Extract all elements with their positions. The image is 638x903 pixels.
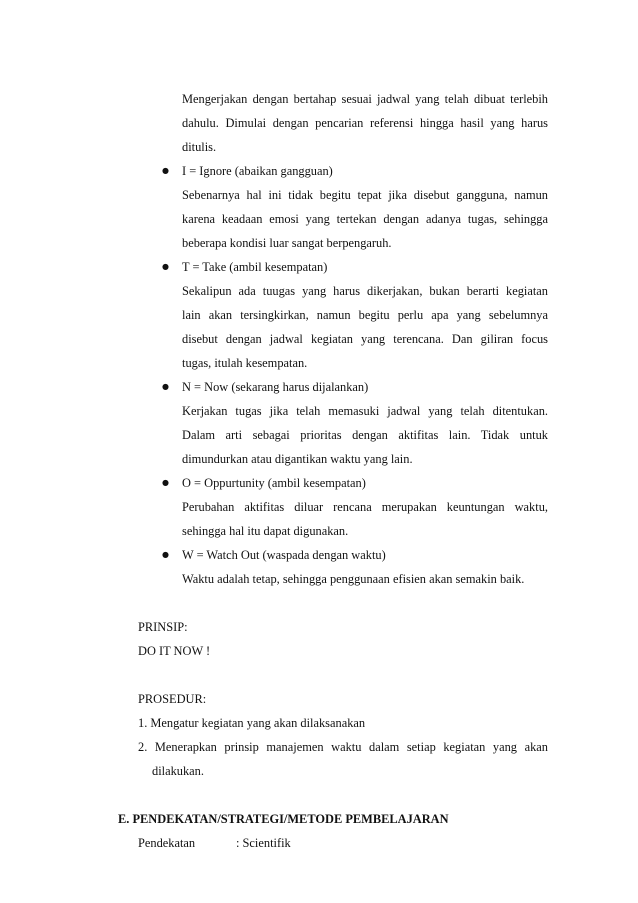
bullet-icon: ● xyxy=(162,262,169,271)
item-watchout-line-1: Waktu adalah tetap, sehingga penggunaan efisien akan semakin baik. xyxy=(182,572,525,586)
item-opportunity-title: O = Oppurtunity (ambil kesempatan) xyxy=(182,476,366,490)
item-take-title: T = Take (ambil kesempatan) xyxy=(182,260,328,274)
item-ignore-title: I = Ignore (abaikan gangguan) xyxy=(182,164,333,178)
item-take-line-3: disebut dengan jadwal kegiatan yang terencana. Dan giliran focus xyxy=(182,332,548,346)
prosedur-step-2-cont: dilakukan. xyxy=(152,764,204,778)
pendekatan-label: Pendekatan xyxy=(138,836,196,850)
bullet-icon: ● xyxy=(162,166,169,175)
bullet-icon: ● xyxy=(162,382,169,391)
item-opportunity-line-2: sehingga hal itu dapat digunakan. xyxy=(182,524,349,538)
item-opportunity-line-1: Perubahan aktifitas diluar rencana merupakan keuntungan waktu, xyxy=(182,500,548,514)
section-e-heading: E. PENDEKATAN/STRATEGI/METODE PEMBELAJARAN xyxy=(118,812,449,826)
item-take-line-1: Sekalipun ada tuugas yang harus dikerjakan, bukan berarti kegiatan xyxy=(182,284,548,298)
item-now-line-3: dimundurkan atau digantikan waktu yang lain. xyxy=(182,452,413,466)
prinsip-value: DO IT NOW ! xyxy=(138,644,211,658)
prosedur-step-2: 2. Menerapkan prinsip manajemen waktu dalam setiap kegiatan yang akan xyxy=(138,740,548,754)
item-ignore-line-3: beberapa kondisi luar sangat berpengaruh. xyxy=(182,236,392,250)
bullet-icon: ● xyxy=(162,550,169,559)
item-ignore-line-1: Sebenarnya hal ini tidak begitu tepat jika disebut gangguna, namun xyxy=(182,188,548,202)
item-m-line-1: Mengerjakan dengan bertahap sesuai jadwal yang telah dibuat terlebih xyxy=(182,92,548,106)
item-take-line-4: tugas, itulah kesempatan. xyxy=(182,356,308,370)
item-m-line-3: ditulis. xyxy=(182,140,217,154)
item-now-line-2: Dalam arti sebagai prioritas dengan aktifitas lain. Tidak untuk xyxy=(182,428,548,442)
prosedur-heading: PROSEDUR: xyxy=(138,692,207,706)
prosedur-step-1: 1. Mengatur kegiatan yang akan dilaksanakan xyxy=(138,716,366,730)
bullet-icon: ● xyxy=(162,478,169,487)
item-now-title: N = Now (sekarang harus dijalankan) xyxy=(182,380,369,394)
item-watchout-title: W = Watch Out (waspada dengan waktu) xyxy=(182,548,386,562)
item-take-line-2: lain akan tersingkirkan, namun begitu perlu apa yang sebelumnya xyxy=(182,308,548,322)
prinsip-heading: PRINSIP: xyxy=(138,620,188,634)
item-ignore-line-2: karena keadaan emosi yang tertekan dengan adanya tugas, sehingga xyxy=(182,212,548,226)
item-now-line-1: Kerjakan tugas jika telah memasuki jadwal yang telah ditentukan. xyxy=(182,404,548,418)
item-m-line-2: dahulu. Dimulai dengan pencarian referensi hingga hasil yang harus xyxy=(182,116,548,130)
pendekatan-value: : Scientifik xyxy=(236,836,291,850)
